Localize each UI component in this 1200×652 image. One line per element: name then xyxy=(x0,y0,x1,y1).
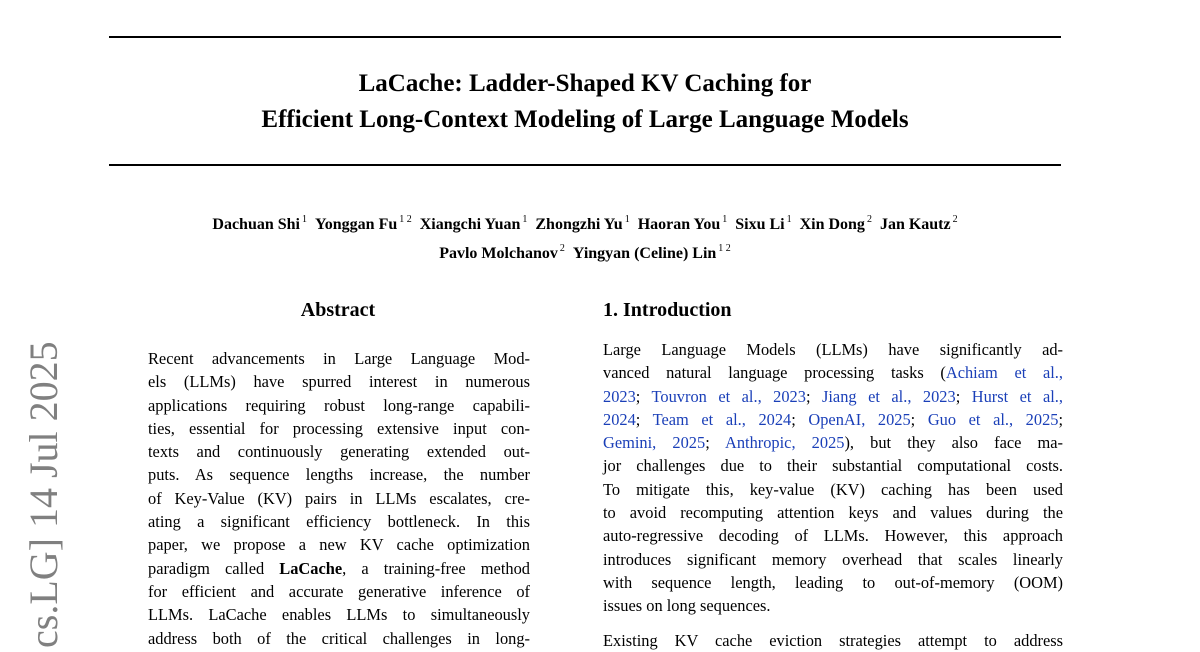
affiliation-marker: 2 xyxy=(866,214,872,225)
intro-text: ; xyxy=(805,386,822,406)
intro-text: vanced natural language processing tasks ( xyxy=(603,363,946,383)
intro-line: introduces significant memory overhead that scales linearly xyxy=(603,549,1063,569)
abstract-line xyxy=(148,557,530,580)
author-name xyxy=(638,216,728,233)
citation-link[interactable]: Guo et al., 2025 xyxy=(927,409,1059,429)
author-list xyxy=(100,208,1070,266)
intro-line xyxy=(603,385,1063,408)
author-name-text: Yingyan (Celine) Lin xyxy=(572,245,717,262)
author-name xyxy=(420,216,528,233)
author-name-text: Dachuan Shi xyxy=(212,216,300,233)
affiliation-marker: 1 xyxy=(786,214,792,225)
abstract-line: els (LLMs) have spurred interest in numerous xyxy=(148,372,530,392)
title-line-1: LaCache: Ladder-Shaped KV Caching for xyxy=(358,70,812,97)
paper-title xyxy=(109,66,1061,138)
author-name-text: Zhongzhi Yu xyxy=(535,216,623,233)
affiliation-marker: 1 xyxy=(722,214,728,225)
intro-line xyxy=(603,361,1063,384)
abstract-line: LLMs. LaCache enables LLMs to simultaneously xyxy=(148,605,530,625)
citation-link[interactable]: Team et al., 2024 xyxy=(652,409,792,429)
abstract-line: for efficient and accurate generative inference of xyxy=(148,581,530,601)
introduction-heading: 1. Introduction xyxy=(603,299,732,321)
author-name-text: Jan Kautz xyxy=(879,216,951,233)
citation-link[interactable]: 2024 xyxy=(603,409,636,429)
author-name xyxy=(535,216,629,233)
intro-text: ; xyxy=(1058,409,1064,429)
arxiv-sidebar-stamp: cs.LG] 14 Jul 2025 xyxy=(21,341,66,648)
affiliation-marker: 1 xyxy=(624,214,630,225)
author-name xyxy=(735,216,791,233)
citation-link[interactable]: 2023 xyxy=(603,386,636,406)
intro-line: Large Language Models (LLMs) have significantly ad- xyxy=(603,340,1063,359)
bottom-rule xyxy=(109,164,1061,166)
intro-text: ; xyxy=(910,409,928,429)
author-name-text: Haoran You xyxy=(637,216,721,233)
citation-link[interactable]: Touvron et al., 2023 xyxy=(651,386,806,406)
affiliation-marker: 2 xyxy=(952,214,958,225)
intro-line: issues on long sequences. xyxy=(603,596,771,616)
affiliation-marker: 1 2 xyxy=(399,214,412,225)
title-line-2: Efficient Long-Context Modeling of Large Language Models xyxy=(261,106,909,133)
intro-line: To mitigate this, key-value (KV) caching has been used xyxy=(603,479,1063,499)
affiliation-marker: 1 xyxy=(301,214,307,225)
intro-line: auto-regressive decoding of LLMs. However, this approach xyxy=(603,526,1063,546)
author-name-text: Pavlo Molchanov xyxy=(439,245,558,262)
top-rule xyxy=(109,36,1061,38)
author-name xyxy=(573,245,731,262)
author-name xyxy=(800,216,872,233)
abstract-body xyxy=(148,347,530,650)
affiliation-marker: 2 xyxy=(559,243,565,254)
citation-link[interactable]: Achiam et al., xyxy=(945,363,1063,383)
author-line-1 xyxy=(100,208,1070,237)
abstract-line: puts. As sequence lengths increase, the number xyxy=(148,465,530,485)
intro-text: ; xyxy=(705,433,725,453)
abstract-line: of Key-Value (KV) pairs in LLMs escalates, cre- xyxy=(148,488,530,508)
abstract-line: ties, essential for processing extensive input con- xyxy=(148,418,530,438)
abstract-line: Recent advancements in Large Language Mod- xyxy=(148,349,530,368)
author-name-text: Yonggan Fu xyxy=(314,216,398,233)
citation-link[interactable]: OpenAI, 2025 xyxy=(808,409,911,429)
intro-line: to avoid recomputing attention keys and values during the xyxy=(603,503,1063,523)
intro-text: ; xyxy=(955,386,972,406)
intro-line xyxy=(603,408,1063,431)
author-name-text: Sixu Li xyxy=(735,216,785,233)
author-name-text: Xin Dong xyxy=(799,216,865,233)
abstract-line xyxy=(148,533,530,556)
author-line-2 xyxy=(100,237,1070,266)
citation-link[interactable]: Jiang et al., 2023 xyxy=(821,386,956,406)
author-name-text: Xiangchi Yuan xyxy=(419,216,521,233)
abstract-line: paper, we propose a new KV cache optimization xyxy=(148,535,530,555)
intro-line: Existing KV cache eviction strategies attempt to address xyxy=(603,631,1063,650)
author-name xyxy=(880,216,958,233)
abstract-line: address both of the critical challenges in long- xyxy=(148,628,530,648)
abstract-heading: Abstract xyxy=(300,299,376,321)
author-name xyxy=(315,216,412,233)
author-name xyxy=(212,216,307,233)
citation-link[interactable]: Anthropic, 2025 xyxy=(724,433,845,453)
intro-text: ; xyxy=(635,409,653,429)
introduction-paragraph-2 xyxy=(603,629,1063,652)
abstract-text: , a training-free method xyxy=(342,558,530,578)
introduction-paragraph-1 xyxy=(603,338,1063,618)
method-name: LaCache xyxy=(279,558,343,578)
affiliation-marker: 1 xyxy=(522,214,528,225)
citation-link[interactable]: Gemini, 2025 xyxy=(603,433,706,453)
intro-line: with sequence length, leading to out-of-memory (OOM) xyxy=(603,572,1063,592)
abstract-line: ating a significant efficiency bottleneck. In this xyxy=(148,512,530,532)
intro-line xyxy=(603,431,1063,454)
author-name xyxy=(439,245,565,262)
intro-line: jor challenges due to their substantial computational costs. xyxy=(603,456,1063,476)
abstract-line: applications requiring robust long-range capabili- xyxy=(148,395,530,415)
citation-link[interactable]: Hurst et al., xyxy=(971,386,1063,406)
intro-text: ), but they also face ma- xyxy=(844,433,1064,453)
intro-text: ; xyxy=(635,386,652,406)
affiliation-marker: 1 2 xyxy=(718,243,731,254)
abstract-line: texts and continuously generating extended out- xyxy=(148,442,530,462)
abstract-text: paradigm called xyxy=(148,558,280,578)
intro-text: ; xyxy=(791,409,809,429)
